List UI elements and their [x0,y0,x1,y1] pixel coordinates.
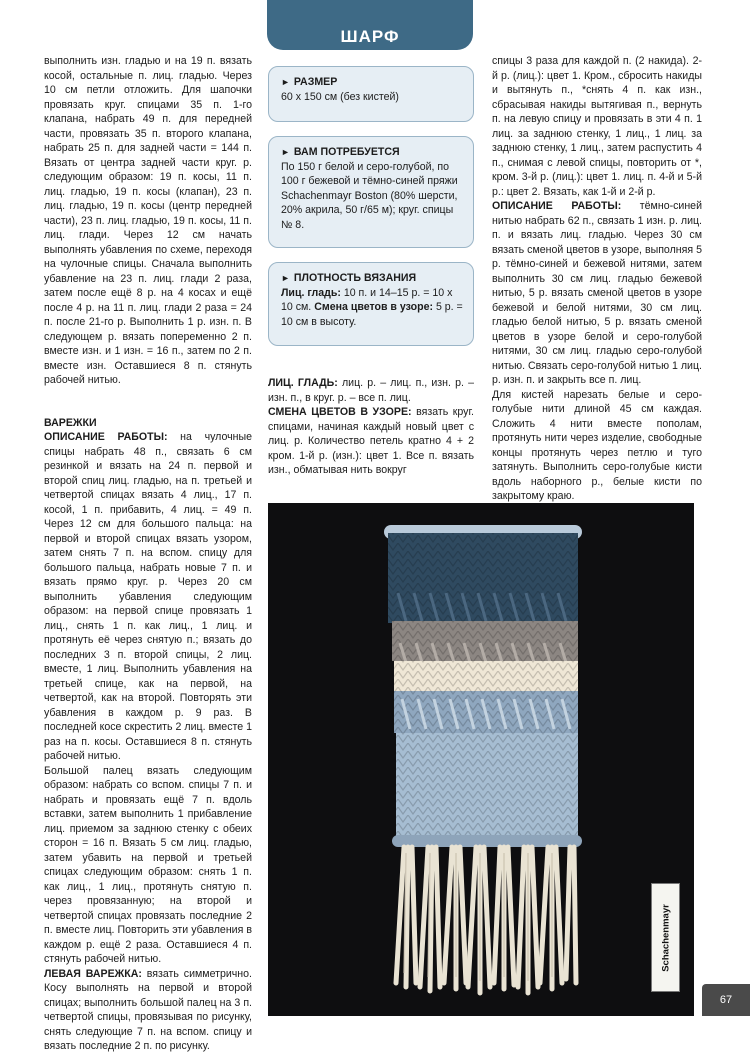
page-number: 67 [702,984,750,1016]
arrow-icon: ► [281,77,290,87]
gauge-text-stockinette: 10 п. и 14–15 р. = 10 х 10 см. [281,286,453,313]
size-box [268,66,474,122]
column-left [44,54,252,1054]
stitch-label: ЛИЦ. ГЛАДЬ: [268,377,338,389]
scarf-work-label: ОПИСАНИЕ РАБОТЫ: [492,200,622,212]
arrow-icon: ► [281,147,290,157]
spacer [44,388,252,416]
column-right [492,54,702,504]
left-mitten-text: вязать симметрично. Косу выполнять на первой и второй спицах; выполнить большой палец на 3 п. четвертой спицы, провязывая по рисунку, снять следующие 7 п. на вспом. спицу и вязать последние 2 п. по рисунку. [44,967,252,1052]
mittens-work-text: на чулочные спицы набрать 48 п., связать 6 см резинкой и вязать на 24 п. первой и второй спиц лиц. гладью, на п. третьей и четвертой спицах вязать 4 лиц., 17 п. косой, 1 п. прибавить, 4 лиц. = 49 п. Через 12 см для большого пальца: на первой и второй спицах вязать узором, затем снять 7 п. на вспом. спицу для большого пальца, набрать новые 7 п. и вязать прямо круг. р. Через 20 см выполнить убавления следующим образом: на первой спице провязать 1 лиц., снять 1 п. как лиц., 1 лиц. и протянуть её через снятую п.; вязать до последних 3 п. второй спицы, 2 лиц. вместе, 1 лиц. Выполнить убавления на третьей спице, как на первой, на четвертой, как на второй. Повторять эти убавления в каждом р. 9 раз. В последней косе скрестить 2 лиц. вместе 1 раз на п. косы. Оставшиеся 8 п. стянуть рабочей нитью. [44,431,252,762]
scarf-illustration [268,503,694,1016]
scarf-photo [268,503,694,1016]
thumb-text: Большой палец вязать следующим образом: набрать со вспом. спицы 7 п. и набрать и провязать ещё 7 п. вдоль вставки, затем выполнить 1 прибавление лиц. приемом за заднюю стенку с обеих сторон = 16 п. Вязать 5 см лиц. гладью, затем убавить на первой и третьей спицах следующим образом: снять 1 п. как лиц., 1 лиц., протянуть снятую п. через провязанную; на второй и четвертой спицах провязать последние 2 п. вместе лиц. Повторить эти убавления в каждом р. ещё 2 раза. Оставшиеся 4 п. стянуть рабочей нитью. [44,764,252,965]
stitch-definition [268,376,474,405]
gauge-text-pattern: 5 р. = 10 см в высоту. [281,301,463,328]
materials-box-title: ВАМ ПОТРЕБУЕТСЯ [293,146,400,158]
color-change-text: вязать круг. спицами, начиная каждый новый цвет с лиц. р. Количество петель кратно 4 + 2 кром. 1-й р. (изн.): цвет 1. Все п. вязать изн., обматывая нить вокруг [268,406,474,476]
scarf-work [492,199,702,388]
pattern-continuation: спицы 3 раза для каждой п. (2 накида). 2-й р. (лиц.): цвет 1. Кром., сбросить накиды и вытянуть п., *снять 4 п. как изн., сбрасывая накиды вытягивая п., вернуть п. на левую спицу и провязать в эти 4 п. 1 лиц. за заднюю стенку, 1 лиц., 1 лиц. за заднюю стенку, 1 лиц., затем распустить 4 п., снимая с левой спицы, повторить от *, кром. 3-й р. (лиц.): цвет 1. лиц. п. 4-й и 5-й р.: цвет 2. Вязать, как 1-й и 2-й р. [492,55,702,198]
brand-name: Schachenmayr [660,903,671,972]
materials-box [268,136,474,248]
left-mitten [44,967,252,1054]
arrow-icon: ► [281,273,290,283]
gauge-label-pattern: Смена цветов в узоре: [314,301,433,313]
size-box-text: 60 x 150 см (без кистей) [281,90,399,103]
color-change-label: СМЕНА ЦВЕТОВ В УЗОРЕ: [268,406,412,418]
mittens-work [44,430,252,764]
size-box-title: РАЗМЕР [293,76,338,88]
mittens-title: ВАРЕЖКИ [44,416,97,429]
scarf-work-text: тёмно-синей нитью набрать 62 п., связать 1 изн. р. лиц. п. и вязать лиц. гладью. Через 30 см вязать сменой цветов в узоре, выполняя 5 р. тёмно-синей и бежевой нитями, затем выполнить 30 см лиц. гладью бежевой нитью, 5 р. вязать сменой цветов в узоре бежевой и белой нитями, 30 см лиц. гладью белой нитью, 5 р. вязать сменой цветов в узоре белой и серо-голубой нитями, 30 см лиц. гладью серо-голубой нитью. Связать серо-голубой нитью 1 лиц. р. изн. п. и закрыть все п. лиц. [492,200,702,386]
header-tab [267,0,473,50]
mittens-work-label: ОПИСАНИЕ РАБОТЫ: [44,431,168,443]
gauge-label-stockinette: Лиц. гладь: [281,286,341,299]
materials-box-text: По 150 г белой и серо-голубой, по 100 г бежевой и тёмно-синей пряжи Schachenmayr Boston (80% шерсти, 20% акрила, 50 г/65 м); круг. спицы № 8. [281,160,458,231]
hat-text: выполнить изн. гладью и на 19 п. вязать косой, остальные п. лиц. гладью. Через 10 см петли отложить. Для шапочки провязать круг. спицами 35 п. 1-го клапана, набрать 49 п. для передней части, провязать 35 п. второго клапана, набрать 25 п. для задней части = 144 п. Вязать от центра задней части круг. р. следующим образом: 19 п. косы, 11 п. лиц. гладью, 19 п. косы (клапан), 23 п. лиц. гладью, 19 п. косы (центр передней части), 23 п. лиц. гладью, 19 п. косы, 11 п. лиц. глади. Через 12 см начать выполнять убавления по схеме, переходя на чулочные спицы. Сначала выполнить убавление на 23 п. лиц. глади 2 раза, затем после ещё 8 р. на 4 косах и ещё после 4 р. на 11 п. лиц. глади 2 раза = 24 п. после 21-го р. Выполнить 1 р. изн. п. В следующем р. вязать попеременно 2 п. вместе изн. и 1 изн. = 16 п., затем по 2 п. вместе изн. Оставшиеся 8 п. стянуть рабочей нитью. [44,55,252,386]
tassels-text: Для кистей нарезать белые и серо-голубые нити длиной 45 см каждая. Сложить 4 нити вместе пополам, протянуть нити через изделие, свободные концы протянуть через петлю и туго затянуть. Выполнить серо-голубые кисти вдоль наборного р., белые кисти по закрытому краю. [492,388,702,502]
page-title: ШАРФ [340,27,400,46]
column-middle [268,376,474,478]
gauge-box-text [281,286,463,330]
brand-logo [651,883,680,992]
scarf-fringe [396,847,576,993]
gauge-box [268,262,474,346]
gauge-box-title: ПЛОТНОСТЬ ВЯЗАНИЯ [293,272,417,284]
color-change [268,405,474,478]
stitch-text: лиц. р. – лиц. п., изн. р. – изн. п., в круг. р. – все п. лиц. [268,377,474,404]
left-mitten-label: ЛЕВАЯ ВАРЕЖКА: [44,967,142,980]
